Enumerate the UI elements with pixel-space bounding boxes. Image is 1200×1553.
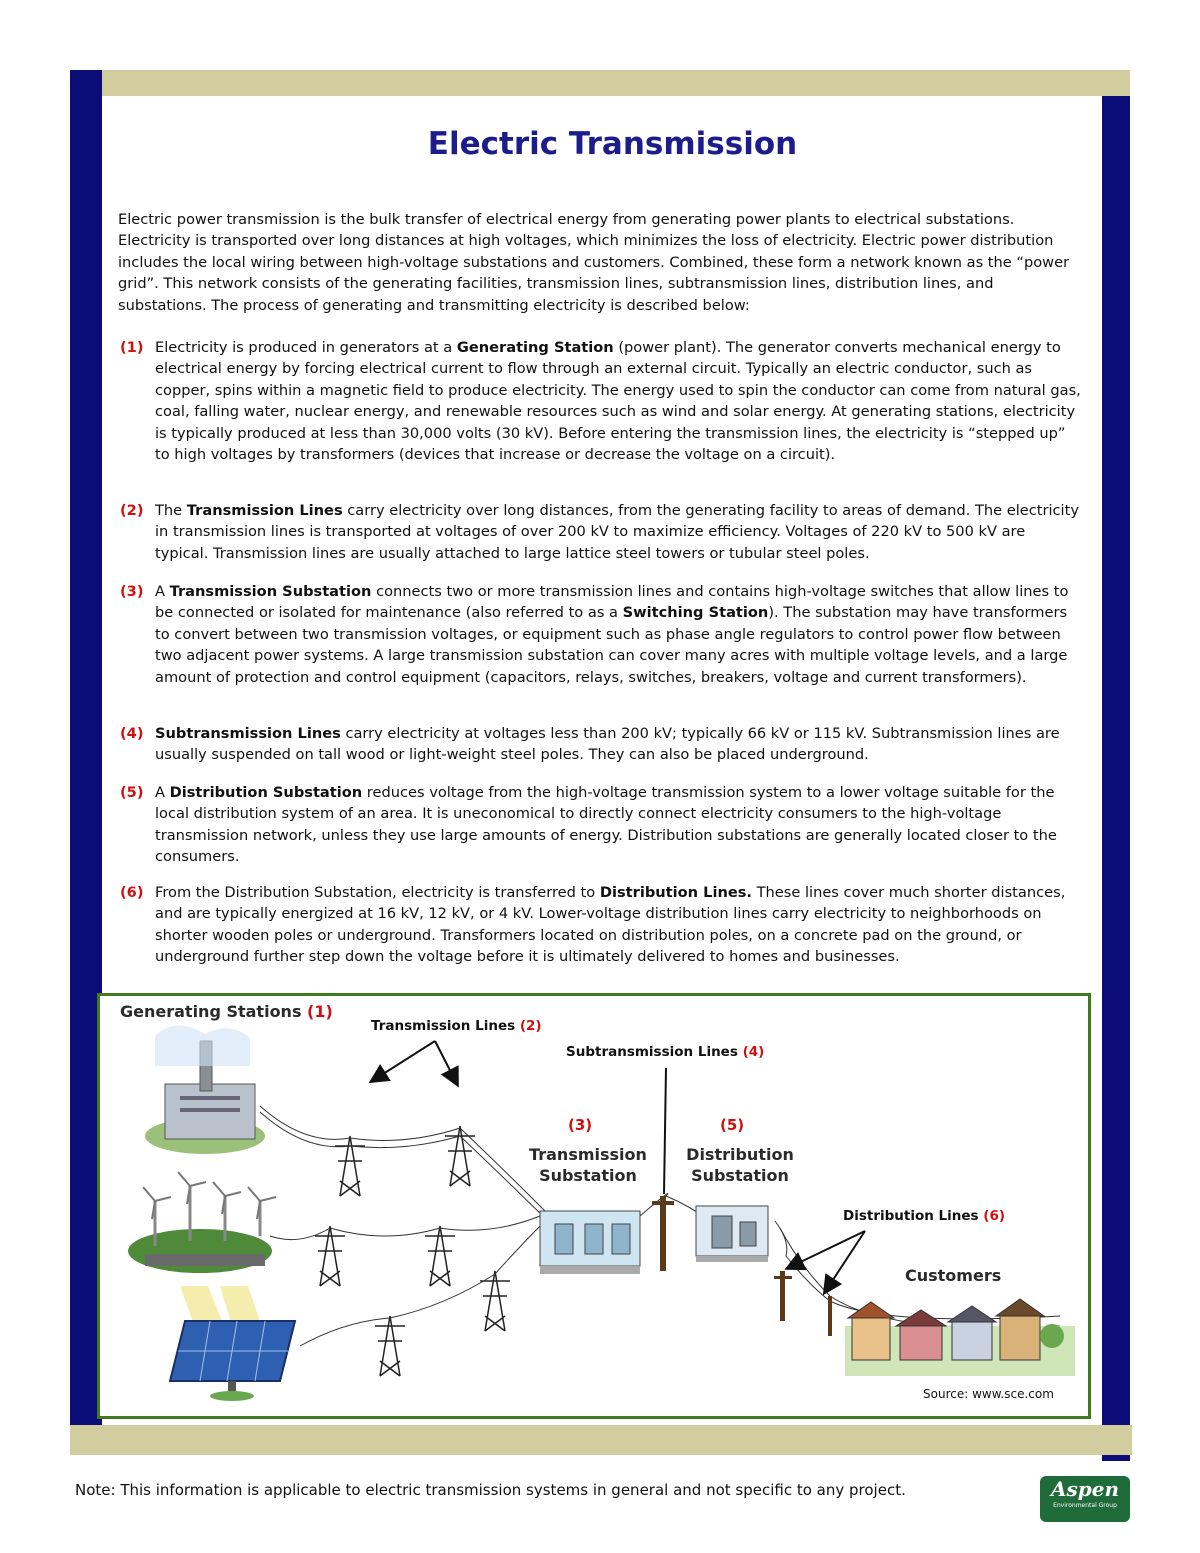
grid-diagram [97, 993, 1091, 1419]
item-term: Transmission Lines [186, 502, 343, 519]
distribution-lines-text: Distribution Lines [843, 1208, 979, 1224]
customers-label: Customers [905, 1266, 1002, 1285]
item-term: Transmission Substation [169, 583, 372, 600]
transmission-lines-label [371, 1018, 542, 1034]
transmission-substation-line1: Transmission [529, 1145, 647, 1164]
bottom-band [70, 1425, 1132, 1455]
distribution-lines-number: (6) [983, 1208, 1006, 1224]
subtransmission-pole-icon [652, 1196, 674, 1271]
item-text: A [155, 784, 170, 801]
item-text: The [155, 502, 187, 519]
aspen-logo [1040, 1476, 1130, 1522]
footer-note: Note: This information is applicable to electric transmission systems in general and not specific to any project. [75, 1481, 906, 1499]
item-term: Switching Station [622, 604, 769, 622]
transmission-substation-label [528, 1144, 648, 1186]
transmission-tower-icons [315, 1126, 510, 1376]
list-item [120, 882, 1082, 968]
item-number: (6) [120, 884, 144, 901]
source-credit: Source: www.sce.com [923, 1387, 1054, 1401]
item-term: Generating Station [456, 339, 614, 356]
transmission-lines-text: Transmission Lines [371, 1018, 516, 1034]
item-number: (5) [120, 784, 144, 801]
logo-name: Aspen [1050, 1477, 1120, 1501]
distribution-substation-line2: Substation [691, 1166, 789, 1185]
transmission-substation-icon [540, 1211, 640, 1274]
distribution-substation-line1: Distribution [686, 1145, 794, 1164]
subtransmission-lines-number: (4) [742, 1044, 765, 1060]
transmission-substation-line2: Substation [539, 1166, 637, 1185]
list-item [120, 500, 1082, 564]
distribution-substation-icon [696, 1206, 768, 1262]
subtransmission-lines-text: Subtransmission Lines [566, 1044, 738, 1060]
houses-icon [845, 1299, 1075, 1376]
list-item [120, 723, 1082, 766]
distribution-pole-icon [774, 1271, 832, 1336]
item-number: (2) [120, 502, 144, 519]
transmission-lines-number: (2) [519, 1018, 542, 1034]
page-title: Electric Transmission [427, 126, 798, 162]
item-number: (4) [120, 725, 144, 742]
list-item [120, 581, 1082, 688]
list-item [120, 337, 1082, 465]
item-text: reduces voltage from the high-voltage transmission system to a lower voltage suitable for the local distribution system of an area. It is uneconomical to directly connect electricity consumers to the high-voltage transmission network, unless they use large amounts of energy. Distribution substations are generally located closer to the consumers. [155, 784, 1057, 866]
item-text: (power plant). The generator converts mechanical energy to electrical energy by forcing electrical current to flow through an external circuit. Typically an electric conductor, such as copper, spins within a magnetic field to produce electricity. The energy used to spin the conductor can come from natural gas, coal, falling water, nuclear energy, and renewable resources such as wind and solar energy. At generating stations, electricity is typically produced at less than 30,000 volts (30 kV). Before entering the transmission lines, the electricity is “stepped up” to high voltages by transformers (devices that increase or decrease the voltage on a circuit). [155, 339, 1081, 464]
wind-farm-icon [128, 1172, 276, 1273]
distribution-substation-number: (5) [720, 1116, 745, 1134]
generating-stations-number: (1) [307, 1002, 333, 1021]
item-term: Distribution Lines. [599, 884, 752, 901]
right-bar [1102, 96, 1130, 1461]
generating-stations-label [120, 1002, 333, 1021]
top-band [70, 70, 1130, 96]
distribution-substation-label [680, 1144, 800, 1186]
subtransmission-lines-label [566, 1044, 764, 1060]
logo-subtitle: Environmental Group [1053, 1502, 1117, 1509]
solar-panel-icon [170, 1286, 295, 1401]
item-text: A [155, 583, 170, 600]
item-term: Subtransmission Lines [155, 725, 341, 742]
item-number: (1) [120, 339, 144, 356]
distribution-lines-label [843, 1208, 1005, 1224]
item-text: connects two or more transmission lines and contains high-voltage switches that allow lines to be connected or isolated for maintenance (also referred to as a [155, 583, 1069, 622]
list-item [120, 782, 1082, 868]
item-text: carry electricity over long distances, from the generating facility to areas of demand. The electricity in transmission lines is transported at voltages of over 200 kV to maximize efficiency. Voltages of 220 kV to 500 kV are typical. Transmission lines are usually attached to large lattice steel towers or tubular steel poles. [155, 502, 1079, 562]
item-text: carry electricity at voltages less than 200 kV; typically 66 kV or 115 kV. Subtransmission lines are usually suspended on tall wood or light-weight steel poles. They can also be placed underground. [155, 725, 1060, 764]
item-text: From the Distribution Substation, electricity is transferred to [155, 884, 600, 901]
item-text: ). The substation may have transformers to convert between two transmission voltages, or equipment such as phase angle regulators to control power flow between two adjacent power systems. A large transmission substation can cover many acres with multiple voltage levels, and a large amount of protection and control equipment (capacitors, relays, switches, breakers, voltage and current transformers). [155, 604, 1068, 686]
item-term: Distribution Substation [169, 784, 363, 801]
item-text: Electricity is produced in generators at a [155, 339, 457, 356]
generating-stations-text: Generating Stations [120, 1002, 302, 1021]
transmission-substation-number: (3) [568, 1116, 593, 1134]
item-number: (3) [120, 583, 144, 600]
power-plant-icon [145, 1025, 265, 1154]
item-text: These lines cover much shorter distances, and are typically energized at 16 kV, 12 kV, or 4 kV. Lower-voltage distribution lines carry electricity to neighborhoods on shorter wooden poles or underground. Transformers located on distribution poles, on a concrete pad on the ground, or underground further step down the voltage before it is ultimately delivered to homes and businesses. [155, 884, 1066, 966]
intro-paragraph: Electric power transmission is the bulk transfer of electrical energy from generating power plants to electrical substations. Electricity is transported over long distances at high voltages, which minimizes the loss of electricity. Electric power distribution includes the local wiring between high-voltage substations and customers. Combined, these form a network known as the “power grid”. This network consists of the generating facilities, transmission lines, subtransmission lines, distribution lines, and substations. The process of generating and transmitting electricity is described below: [118, 211, 1070, 314]
